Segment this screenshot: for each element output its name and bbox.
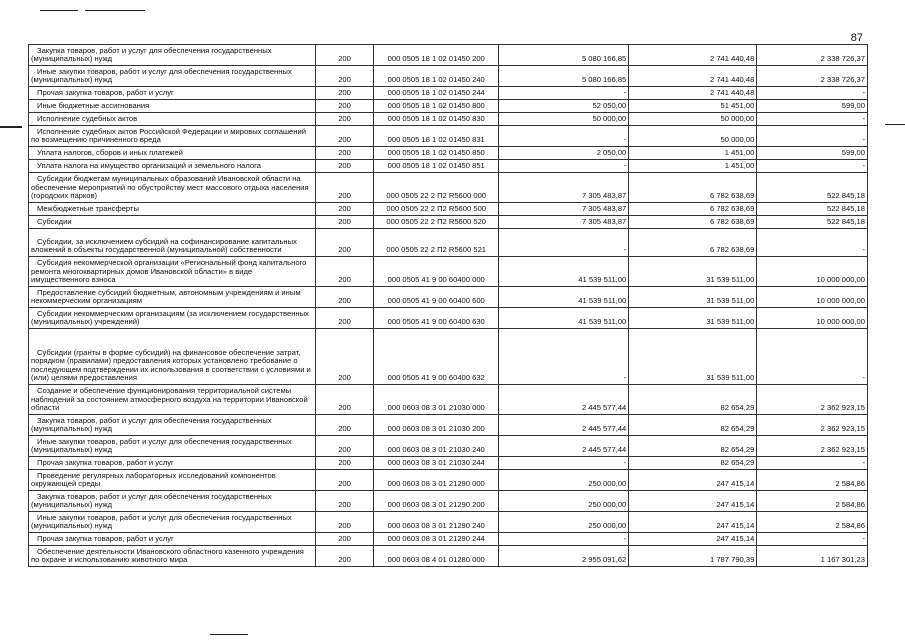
row-unexecuted: 2 584,86 [757, 491, 868, 512]
row-admin-code: 200 [315, 491, 373, 512]
row-admin-code: 200 [315, 512, 373, 533]
row-unexecuted: 599,00 [757, 100, 868, 113]
row-approved: 41 539 511,00 [499, 287, 629, 308]
row-approved: 7 305 483,87 [499, 216, 629, 229]
row-executed: 6 782 638,69 [629, 203, 757, 216]
table-row [29, 229, 868, 257]
row-name: Прочая закупка товаров, работ и услуг [29, 457, 316, 470]
row-name: Создание и обеспечение функционирования территориальной системы наблюдений за состоянием атмосферного воздуха на территории Ивановской области [29, 385, 316, 415]
table-row [29, 308, 868, 329]
budget-execution-table [28, 44, 868, 567]
row-name: Субсидии некоммерческим организациям (за исключением государственных (муниципальных) учреждений) [29, 308, 316, 329]
row-approved: - [499, 229, 629, 257]
row-unexecuted: 522 845,18 [757, 216, 868, 229]
row-approved: 41 539 511,00 [499, 308, 629, 329]
row-admin-code: 200 [315, 308, 373, 329]
row-admin-code: 200 [315, 533, 373, 546]
row-name: Предоставление субсидий бюджетным, автономным учреждениям и иным некоммерческим организациям [29, 287, 316, 308]
row-name: Исполнение судебных актов Российской Федерации и мировых соглашений по возмещению причиненного вреда [29, 126, 316, 147]
row-name: Закупка товаров, работ и услуг для обеспечения государственных (муниципальных) нужд [29, 45, 316, 66]
row-name: Проведение регулярных лабораторных исследований компонентов окружающей среды [29, 470, 316, 491]
row-unexecuted: 2 338 726,37 [757, 45, 868, 66]
row-name: Иные закупки товаров, работ и услуг для обеспечения государственных (муниципальных) нужд [29, 436, 316, 457]
row-unexecuted: 10 000 000,00 [757, 308, 868, 329]
row-name: Уплата налога на имущество организаций и земельного налога [29, 160, 316, 173]
row-executed: 31 539 511,00 [629, 257, 757, 287]
row-name: Прочая закупка товаров, работ и услуг [29, 87, 316, 100]
row-unexecuted: 2 584,86 [757, 512, 868, 533]
row-approved: - [499, 87, 629, 100]
row-admin-code: 200 [315, 457, 373, 470]
row-budget-code: 000 0505 18 1 02 01450 244 [374, 87, 499, 100]
row-executed: 1 451,00 [629, 147, 757, 160]
row-admin-code: 200 [315, 287, 373, 308]
row-executed: 31 539 511,00 [629, 287, 757, 308]
table-row [29, 173, 868, 203]
row-executed: 82 654,29 [629, 415, 757, 436]
table-row [29, 415, 868, 436]
row-budget-code: 000 0505 22 2 П2 R5600 500 [374, 203, 499, 216]
table-row [29, 203, 868, 216]
row-admin-code: 200 [315, 100, 373, 113]
row-admin-code: 200 [315, 257, 373, 287]
row-approved: 5 080 166,85 [499, 66, 629, 87]
row-name: Субсидии [29, 216, 316, 229]
row-unexecuted: - [757, 533, 868, 546]
row-budget-code: 000 0505 22 2 П2 R5600 520 [374, 216, 499, 229]
row-name: Исполнение судебных актов [29, 113, 316, 126]
row-executed: 2 741 440,48 [629, 45, 757, 66]
row-budget-code: 000 0505 22 2 П2 R5600 000 [374, 173, 499, 203]
row-admin-code: 200 [315, 160, 373, 173]
row-unexecuted: 2 362 923,15 [757, 415, 868, 436]
row-approved: 2 955 091,62 [499, 546, 629, 567]
row-executed: 2 741 440,48 [629, 66, 757, 87]
row-unexecuted: - [757, 126, 868, 147]
scan-mark-bottom [210, 634, 248, 635]
row-name: Иные закупки товаров, работ и услуг для обеспечения государственных (муниципальных) нужд [29, 512, 316, 533]
row-budget-code: 000 0603 08 4 01 01280 000 [374, 546, 499, 567]
row-approved: - [499, 329, 629, 385]
table-row [29, 533, 868, 546]
row-admin-code: 200 [315, 147, 373, 160]
row-admin-code: 200 [315, 470, 373, 491]
row-name: Прочая закупка товаров, работ и услуг [29, 533, 316, 546]
row-approved: 5 080 166,85 [499, 45, 629, 66]
row-unexecuted: 2 584,86 [757, 470, 868, 491]
row-executed: 50 000,00 [629, 126, 757, 147]
row-executed: 82 654,29 [629, 385, 757, 415]
row-executed: 6 782 638,69 [629, 216, 757, 229]
page-number: 87 [850, 32, 863, 44]
row-budget-code: 000 0505 18 1 02 01450 800 [374, 100, 499, 113]
scan-mark-top [85, 10, 145, 11]
row-admin-code: 200 [315, 216, 373, 229]
row-approved: 52 050,00 [499, 100, 629, 113]
row-unexecuted: 10 000 000,00 [757, 257, 868, 287]
row-budget-code: 000 0603 08 3 01 21030 240 [374, 436, 499, 457]
row-name: Субсидии (гранты в форме субсидий) на финансовое обеспечение затрат, порядком (правилами) предоставления которых установлено требование о последующем подтверждении их использования в соответствии с условиями и (или) целями предоставления [29, 329, 316, 385]
table-row [29, 491, 868, 512]
row-unexecuted: - [757, 87, 868, 100]
row-executed: 31 539 511,00 [629, 308, 757, 329]
row-unexecuted: 522 845,18 [757, 173, 868, 203]
row-unexecuted: 522 845,18 [757, 203, 868, 216]
row-budget-code: 000 0505 41 9 00 60400 630 [374, 308, 499, 329]
row-approved: - [499, 126, 629, 147]
row-name: Закупка товаров, работ и услуг для обеспечения государственных (муниципальных) нужд [29, 491, 316, 512]
row-executed: 82 654,29 [629, 457, 757, 470]
row-executed: 51 451,00 [629, 100, 757, 113]
table-row [29, 329, 868, 385]
row-unexecuted: - [757, 229, 868, 257]
row-admin-code: 200 [315, 126, 373, 147]
row-name: Субсидия некоммерческой организации «Региональный фонд капитального ремонта многоквартирных домов Ивановской области» в виде имущественного взноса [29, 257, 316, 287]
row-budget-code: 000 0505 18 1 02 01450 200 [374, 45, 499, 66]
row-admin-code: 200 [315, 229, 373, 257]
table-row [29, 457, 868, 470]
row-approved: 7 305 483,87 [499, 173, 629, 203]
row-admin-code: 200 [315, 415, 373, 436]
row-budget-code: 000 0505 41 9 00 60400 600 [374, 287, 499, 308]
row-budget-code: 000 0603 08 3 01 21290 244 [374, 533, 499, 546]
table-row [29, 512, 868, 533]
row-approved: 2 445 577,44 [499, 385, 629, 415]
table-row [29, 546, 868, 567]
row-approved: - [499, 533, 629, 546]
row-name: Межбюджетные трансферты [29, 203, 316, 216]
row-executed: 1 787 790,39 [629, 546, 757, 567]
table-row [29, 436, 868, 457]
row-budget-code: 000 0603 08 3 01 21030 244 [374, 457, 499, 470]
row-executed: 6 782 638,69 [629, 229, 757, 257]
row-approved: 2 050,00 [499, 147, 629, 160]
row-budget-code: 000 0505 41 9 00 60400 000 [374, 257, 499, 287]
row-executed: 6 782 638,69 [629, 173, 757, 203]
row-executed: 82 654,29 [629, 436, 757, 457]
row-executed: 31 539 511,00 [629, 329, 757, 385]
row-executed: 247 415,14 [629, 470, 757, 491]
table-row [29, 470, 868, 491]
table-row [29, 113, 868, 126]
table-row [29, 216, 868, 229]
row-executed: 247 415,14 [629, 533, 757, 546]
row-admin-code: 200 [315, 113, 373, 126]
row-budget-code: 000 0505 18 1 02 01450 831 [374, 126, 499, 147]
table-row [29, 87, 868, 100]
row-admin-code: 200 [315, 173, 373, 203]
table-row [29, 147, 868, 160]
row-name: Иные бюджетные ассигнования [29, 100, 316, 113]
scan-mark-left [0, 126, 22, 128]
row-name: Иные закупки товаров, работ и услуг для обеспечения государственных (муниципальных) нужд [29, 66, 316, 87]
row-budget-code: 000 0505 18 1 02 01450 850 [374, 147, 499, 160]
row-approved: 2 445 577,44 [499, 436, 629, 457]
row-admin-code: 200 [315, 436, 373, 457]
row-admin-code: 200 [315, 203, 373, 216]
row-budget-code: 000 0603 08 3 01 21290 200 [374, 491, 499, 512]
row-admin-code: 200 [315, 45, 373, 66]
row-admin-code: 200 [315, 546, 373, 567]
table-row [29, 160, 868, 173]
row-executed: 2 741 440,48 [629, 87, 757, 100]
row-budget-code: 000 0505 18 1 02 01450 851 [374, 160, 499, 173]
row-approved: 50 000,00 [499, 113, 629, 126]
scan-mark-top-left [40, 10, 78, 11]
row-unexecuted: - [757, 160, 868, 173]
scan-mark-right [885, 124, 905, 125]
row-name: Субсидии бюджетам муниципальных образований Ивановской области на обеспечение мероприятий по обустройству мест массового отдыха населения (городских парков) [29, 173, 316, 203]
row-budget-code: 000 0505 18 1 02 01450 830 [374, 113, 499, 126]
row-unexecuted: 1 167 301,23 [757, 546, 868, 567]
row-executed: 50 000,00 [629, 113, 757, 126]
row-unexecuted: - [757, 329, 868, 385]
row-admin-code: 200 [315, 329, 373, 385]
row-budget-code: 000 0603 08 3 01 21290 000 [374, 470, 499, 491]
row-approved: 41 539 511,00 [499, 257, 629, 287]
row-unexecuted: 2 338 726,37 [757, 66, 868, 87]
row-executed: 1 451,00 [629, 160, 757, 173]
table-row [29, 287, 868, 308]
row-budget-code: 000 0505 22 2 П2 R5600 521 [374, 229, 499, 257]
row-approved: 7 305 483,87 [499, 203, 629, 216]
row-budget-code: 000 0505 18 1 02 01450 240 [374, 66, 499, 87]
row-unexecuted: - [757, 113, 868, 126]
row-name: Уплата налогов, сборов и иных платежей [29, 147, 316, 160]
row-name: Субсидии, за исключением субсидий на софинансирование капитальных вложений в объекты государственной (муниципальной) собственности [29, 229, 316, 257]
row-unexecuted: - [757, 457, 868, 470]
row-admin-code: 200 [315, 87, 373, 100]
row-unexecuted: 10 000 000,00 [757, 287, 868, 308]
row-unexecuted: 2 362 923,15 [757, 385, 868, 415]
row-approved: 250 000,00 [499, 470, 629, 491]
row-budget-code: 000 0603 08 3 01 21030 000 [374, 385, 499, 415]
row-budget-code: 000 0603 08 3 01 21030 200 [374, 415, 499, 436]
row-name: Обеспечение деятельности Ивановского областного казенного учреждения по охране и использованию животного мира [29, 546, 316, 567]
row-executed: 247 415,14 [629, 491, 757, 512]
table-row [29, 66, 868, 87]
row-approved: 250 000,00 [499, 491, 629, 512]
row-admin-code: 200 [315, 66, 373, 87]
row-admin-code: 200 [315, 385, 373, 415]
table-row [29, 126, 868, 147]
row-approved: 2 445 577,44 [499, 415, 629, 436]
row-budget-code: 000 0505 41 9 00 60400 632 [374, 329, 499, 385]
row-budget-code: 000 0603 08 3 01 21290 240 [374, 512, 499, 533]
table-row [29, 257, 868, 287]
row-name: Закупка товаров, работ и услуг для обеспечения государственных (муниципальных) нужд [29, 415, 316, 436]
table-row [29, 385, 868, 415]
table-row [29, 45, 868, 66]
table-row [29, 100, 868, 113]
row-unexecuted: 2 362 923,15 [757, 436, 868, 457]
row-approved: - [499, 160, 629, 173]
row-approved: 250 000,00 [499, 512, 629, 533]
row-executed: 247 415,14 [629, 512, 757, 533]
row-approved: - [499, 457, 629, 470]
row-unexecuted: 599,00 [757, 147, 868, 160]
